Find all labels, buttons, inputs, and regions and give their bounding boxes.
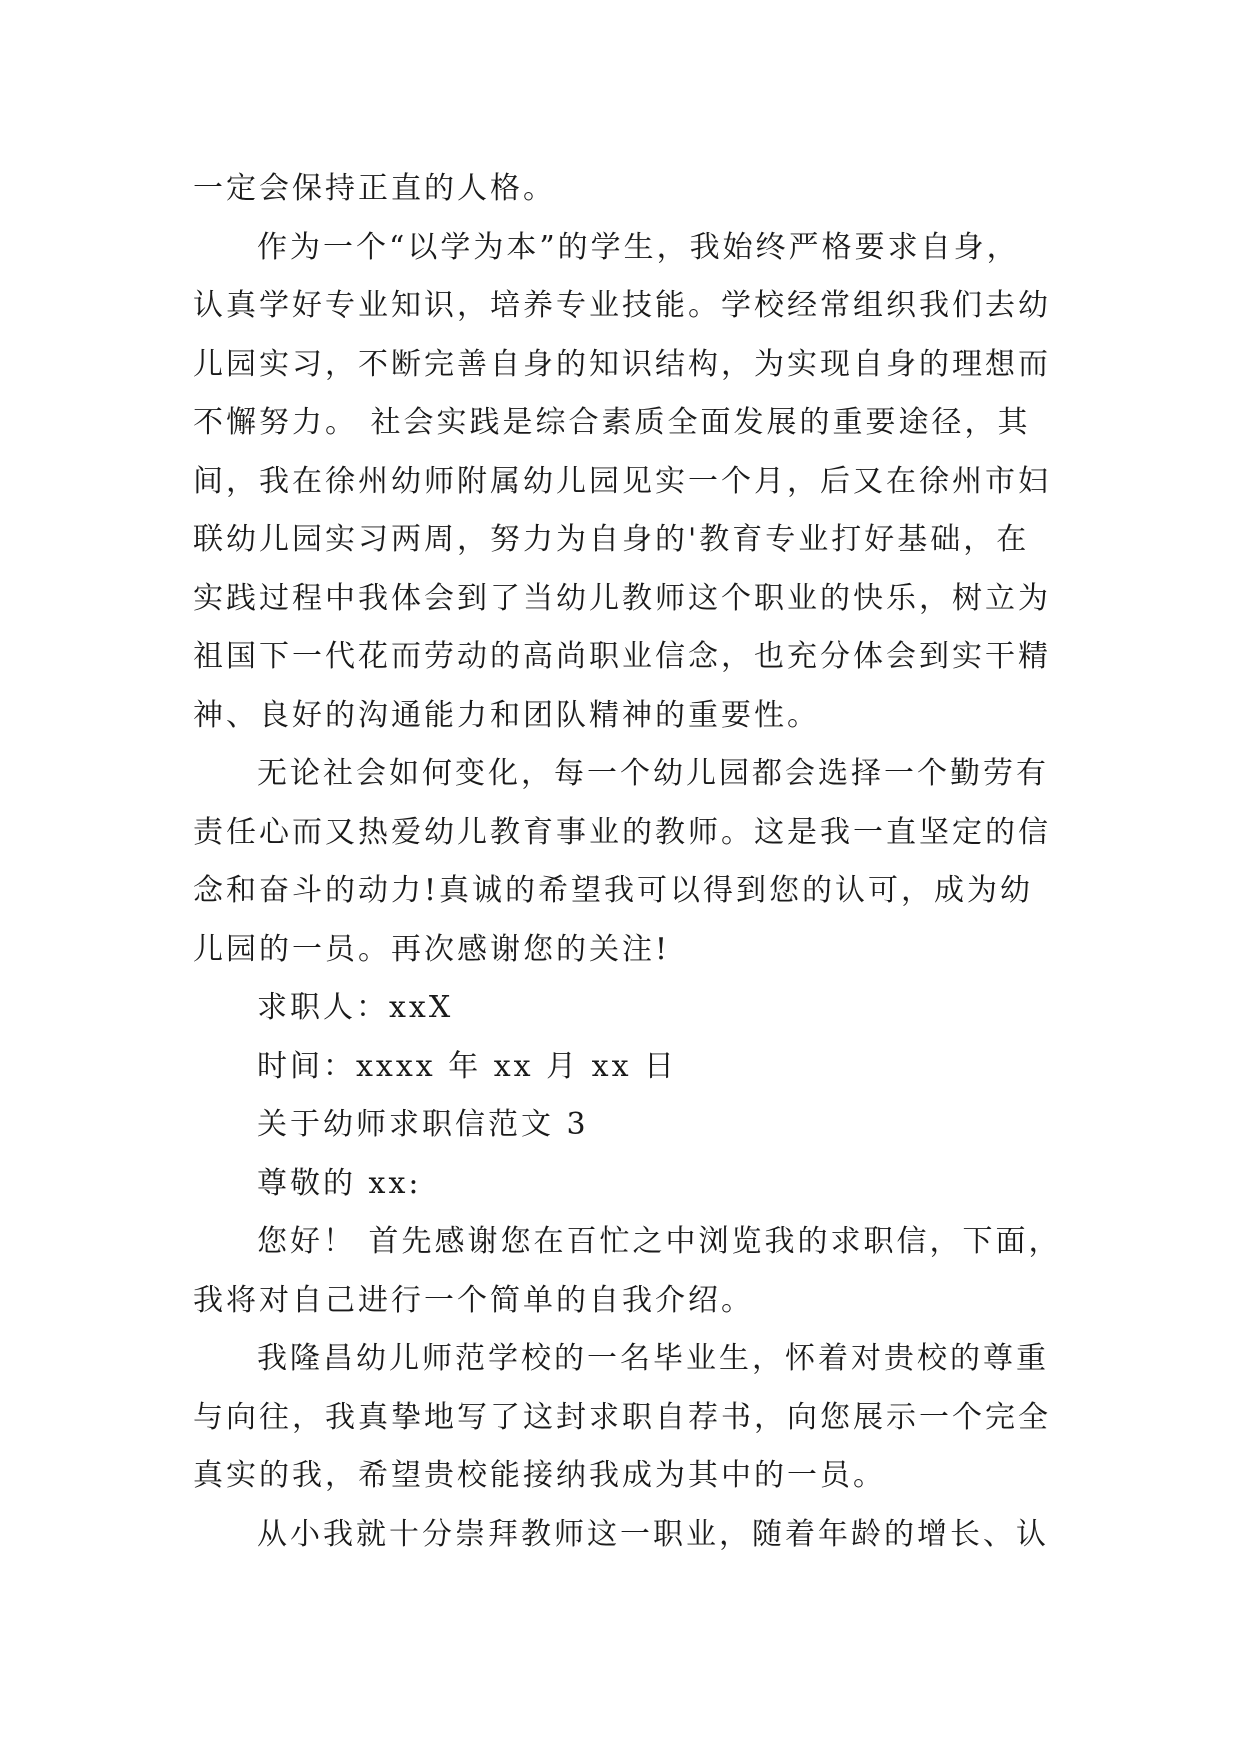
text-line: 儿园实习，不断完善自身的知识结构，为实现自身的理想而 [193, 346, 1051, 382]
text-line: 您好！ 首先感谢您在百忙之中浏览我的求职信，下面， [257, 1224, 1062, 1259]
text-line: 实践过程中我体会到了当幼儿教师这个职业的快乐，树立为 [193, 580, 1051, 616]
document-body [193, 160, 1062, 1564]
signature-name-line: 求职人：xxX [257, 990, 454, 1025]
text-line: 无论社会如何变化，每一个幼儿园都会选择一个勤劳有 [257, 756, 1049, 791]
text-line: 间，我在徐州幼师附属幼儿园见实一个月，后又在徐州市妇 [193, 463, 1051, 499]
text-line: 我将对自己进行一个简单的自我介绍。 [193, 1282, 754, 1318]
text-line: 我隆昌幼儿师范学校的一名毕业生，怀着对贵校的尊重 [257, 1341, 1049, 1376]
section-heading: 关于幼师求职信范文 3 [257, 1107, 589, 1142]
date-line: 时间：xxxx 年 xx 月 xx 日 [257, 1048, 678, 1084]
text-line: 神、良好的沟通能力和团队精神的重要性。 [193, 697, 820, 733]
text-line: 联幼儿园实习两周，努力为自身的'教育专业打好基础，在 [193, 522, 1030, 557]
text-line: 真实的我，希望贵校能接纳我成为其中的一员。 [193, 1458, 886, 1493]
text-line: 一定会保持正直的人格。 [193, 171, 556, 206]
text-line: 祖国下一代花而劳动的高尚职业信念，也充分体会到实干精 [193, 639, 1051, 674]
text-line: 认真学好专业知识，培养专业技能。学校经常组织我们去幼 [193, 288, 1051, 323]
salutation: 尊敬的 xx: [257, 1165, 422, 1201]
text-line: 与向往，我真挚地写了这封求职自荐书，向您展示一个完全 [193, 1399, 1051, 1435]
text-line: 从小我就十分崇拜教师这一职业，随着年龄的增长、认 [257, 1516, 1049, 1552]
text-line: 不懈努力。 社会实践是综合素质全面发展的重要途径，其 [193, 405, 1031, 440]
text-line: 作为一个“以学为本”的学生，我始终严格要求自身， [257, 229, 1020, 265]
text-line: 责任心而又热爱幼儿教育事业的教师。这是我一直坚定的信 [193, 814, 1051, 850]
text-line: 儿园的一员。再次感谢您的关注! [193, 931, 671, 967]
text-line: 念和奋斗的动力!真诚的希望我可以得到您的认可，成为幼 [193, 873, 1034, 908]
